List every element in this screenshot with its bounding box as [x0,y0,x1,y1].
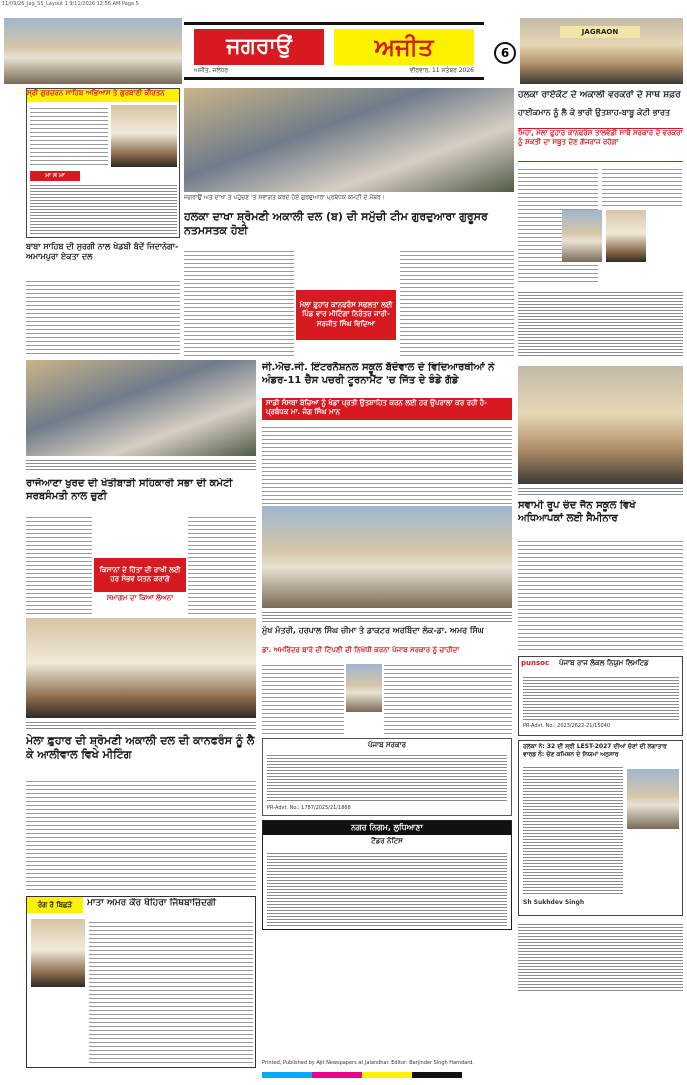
cm-body-2 [384,662,512,736]
masthead-left-word: ਜਗਰਾਉਂ [194,29,324,65]
station-sign: JAGRAON [560,26,640,38]
right-chess-photo [518,366,683,484]
punsoc-title: ਪੰਜਾਬ ਰਾਜ ਲੋਕਲ ਨਿਯੁਮ ਲਿਮਟਿਡ [559,659,649,667]
footer-note: Printed, Published by Ajit Newspapers at Jalandhar. Editor: Barjinder Singh Hamdard. [262,1060,474,1066]
lest-ad-contact: Sh Sukhdev Singh [523,899,585,906]
obit-box [26,896,256,1068]
punsoc-body [523,675,679,721]
notice-headline: ਸ੍ਰੀ ਗੁਰਚਰਨ ਸਾਹਿਬ ਅਭਿਆਸ ਤੇ ਗੁਰਬਾਣੀ ਕੀਰਤਨ [27,89,179,102]
notice-red-label: ਮਾ ਸ ਮਾ [30,171,80,181]
masthead-right-word: ਅਜੀਤ [334,29,474,65]
tender-body [267,851,507,927]
left-article-body [26,278,180,354]
tender-notice [262,820,512,930]
punsoc-ref: PR-Advt. No.: 2023/2622-21/15040 [523,723,611,729]
govt-notice-body [267,753,507,801]
notice-text [30,105,108,167]
coop-red-sub: ਸਮਾਗਮ ਦਾ ਕਿਆਂ ਲੋਅਨਾ [106,594,174,602]
school-body [262,424,512,504]
govt-notice [262,738,512,816]
school-headline: ਜੀ.ਐਚ.ਜੀ. ਇੰਟਰਨੈਸ਼ਨਲ ਸਕੂਲ ਬੱਦੋਵਾਲ ਦੇ ਵਿਦਿਆਰਥੀਆਂ ਨੇ ਅੰਡਰ-11 ਚੈਸ ਪਚਰੀ ਟੂਰਨਾਮੈਂਟ 'ਚ ਜਿੱਤ ਦੇ ਝੰਡੇ ਗੱਡੇ [262,362,495,386]
punsoc-ad [518,656,683,736]
cm-red-subhead: ਡਾ. ਅਮਰਿੰਦਰ ਬਾਰੇ ਦੀ ਟਿੱਪਣੀ ਦੀ ਨਿਖੇਧੀ ਕਰਨਾ ਪੰਜਾਬ ਸਰਕਾਰ ਨੂੰ ਚਾਹੀਦਾ [262,646,460,654]
right-head-2: ਹਾਈਕਮਾਨ ਨੂੰ ਲੈ ਕੇ ਭਾਰੀ ਉਤਸ਼ਾਹ-ਬਾਬੂ ਕੋਟੀ ਭਾਰਤ [518,108,671,117]
mela-headline: ਮੇਲਾ ਫ਼ੁਹਾਰ ਦੀ ਸ਼੍ਰੋਮਣੀ ਅਕਾਲੀ ਦਲ ਦੀ ਕਾਨਫਰੰਸ ਨੂੰ ਲੈ ਕੇ ਆਲੀਵਾਲ ਵਿਖੇ ਮੀਟਿੰਗ [26,734,255,761]
obit-body [89,919,253,1065]
cm-headline: ਮੁੱਖ ਮੰਤਰੀ, ਹਰਪਾਲ ਸਿੰਘ ਚੀਮਾ ਤੇ ਡਾਕਟਰ ਅਰਬਿੰਦਾ ਲੋਕ-ਡਾ. ਅਮਰ ਸਿੰਘ [262,626,484,635]
cm-body-1 [262,662,344,736]
masthead [184,22,484,80]
coop-body-1 [26,514,92,614]
coop-red-box: ਕਿਸਾਨਾਂ ਦੇ ਹਿੱਤਾਂ ਦੀ ਰਾਖੀ ਲਈ ਹਰ ਸੰਭਵ ਯਤਨ ਕਰਾਂਗੇ [94,558,186,592]
center-body-right [400,248,514,356]
masthead-right-photo [520,18,683,84]
right-portrait-2 [606,210,646,262]
color-registration-bar [262,1072,462,1078]
mela-body [26,778,256,890]
coop-headline: ਰਾਜੋਆਣਾ ਖੁਰਦ ਦੀ ਖੇਤੀਬਾੜੀ ਸਹਿਕਾਰੀ ਸਭਾ ਦੀ ਕਮੇਟੀ ਸਰਬਸੰਮਤੀ ਨਾਲ ਚੁਣੀ [26,478,233,502]
obit-portrait [31,919,85,987]
page-number-badge: 6 [494,42,516,64]
lest-ad [518,740,683,916]
print-slug: 11/09/26_Jag_S5_Layout 1 9/11/2026 12:56 AM Page 5 [2,1,139,7]
right-portrait-1 [562,210,602,262]
school-caption [262,610,512,622]
masthead-left-photo [4,18,182,84]
right-red-head: ਮਿਹਾ, ਮੇਲਾ ਫ਼ੁਹਾਰ ਕਾਨਫਰੰਸ ਤਾਲਵੰਡੀ ਸਾਬੋ ਸਰਕਾਰ ਦੇ ਵਰਕਰਾਂ ਨੂੰ ਸ਼ਕਤੀ ਦਾ ਸਬੂਤ ਦੇਣ ਗੱਜਰਾਜ ਰਹੱਗਾ [518,128,683,162]
lest-ad-title: ਹਲਕਾ ਨੰ: 32 ਦੀ ਸ੍ਰੀ LEST-2027 ਦੀਆਂ ਚੋਣਾਂ ਦੀ ਲਗਾਤਾਰ ਵਾਰਡ ਨੰ: ਚੋਣ ਕਮਿਸ਼ਨ ਦੇ ਨਿਯਮਾਂ ਅਨੁਸਾਰ [523,743,667,758]
left-photo-2-caption [26,720,256,730]
obit-headline: ਮਾਤਾ ਅਮਰ ਕੌਰ ਖੈਹਿਰਾ ਜਿੱਥਬਾਜ਼ਿੰਦਗੀ [87,898,216,908]
notice-text-2 [30,183,177,235]
main-headline: ਹਲਕਾ ਦਾਖਾ ਸ਼੍ਰੋਮਣੀ ਅਕਾਲੀ ਦਲ (ਬ) ਦੀ ਸਮੁੱਚੀ ਟੀਮ ਗੁਰਦੁਆਰਾ ਗੁਰੂਸਰ ਨਤਮਸਤਕ ਹੋਈ [184,210,488,237]
masthead-sub-left: ਅਜੀਤ, ਜਲੰਧਰ [194,67,229,74]
tender-title-bar [263,821,511,835]
tender-subtitle: ਟੈਂਡਰ ਨੋਟਿਸ [371,837,403,845]
left-group-caption [26,458,256,470]
school-subhead: ਸਾਡੀ ਸੰਸਥਾ ਬੱਚਿਆਂ ਨੂੰ ਖੇਡਾਂ ਪ੍ਰਤੀ ਉਤਸ਼ਾਹਿਤ ਕਰਨ ਲਈ ਹਰ ਉਪਰਾਲਾ ਕਰ ਰਹੀ ਹੈ-ਪ੍ਰਬੰਧਕ ਮਾ. ਜੰਗ ਸਿੰਘ ਮਾਨ [262,398,512,420]
left-photo-2 [26,618,256,718]
left-group-photo [26,360,256,456]
right-body-3 [518,290,683,358]
govt-notice-title: ਪੰਜਾਬ ਸਰਕਾਰ [367,741,406,749]
left-article-head: ਬਾਬਾ ਸਾਹਿਬ ਦੀ ਸੁਰਗੀ ਨਾਲ ਖੇਡਬੀ ਬੰਦੇਂ ਜਿਦਾਨੇਗਾ-ਅਮਾਮਪੁਰਾ ਏਕਤਾ ਦਲ [26,242,179,261]
right-head-1: ਹਲਕਾ ਰਾਏਕੋਟ ਦੇ ਅਕਾਲੀ ਵਰਕਰਾਂ ਦੇ ਸਾਥ ਸ਼ਫ਼ਰ [518,90,681,100]
notice-photo [111,105,177,167]
swami-body [518,538,683,650]
red-callout: ਮੇਲਾ ਫ਼ੁਹਾਰ ਕਾਨਫਰੰਸ ਸਫਲਤਾ ਲਈ ਪਿੰਡ ਵਾਰ ਮੀਟਿੰਗਾਂ ਨਿਰੰਤਰ ਜਾਰੀ-ਸਰਜੀਤ ਸਿੰਘ ਵਿਦਿਆ [296,290,396,340]
center-body-left [184,248,294,356]
pr-advt-mid: PR-Advt. No.: 1787/2025/21/1868 [267,805,351,811]
left-notice-box [26,88,180,238]
tender-title: ਨਗਰ ਨਿਗਮ, ਲੁਧਿਆਣਾ [351,823,423,832]
top-photo-caption: ਜਗਰਾਉਂ ਅਤੇ ਦਾਖਾ ਤੇ ਪਹੁੰਚਣ 'ਤੇ ਸਵਾਗਤ ਕਰਦੇ ਹੋਏ ਗੁਰਦੁਆਰਾ ਪ੍ਰਬੰਧਕ ਕਮੇਟੀ ਦੇ ਮੈਂਬਰ। [184,194,385,201]
lest-ad-photo [627,769,679,829]
coop-body-2 [188,514,256,614]
obit-tag: ਰੰਗ ਰੋ ਬਿਛੜੇ [27,897,83,913]
right-footer-text [518,922,683,992]
masthead-date: ਵੀਰਵਾਰ, 11 ਸਤੰਬਰ 2026 [409,67,474,74]
right-body-2 [602,166,682,206]
swami-headline: ਸਵਾਮੀ ਰੂਪ ਚੰਦ ਜੈਨ ਸਕੂਲ ਵਿਖੇ ਅਧਿਆਪਕਾਂ ਲਈ ਸੈਮੀਨਾਰ [518,500,636,524]
top-center-photo [184,88,514,192]
punsoc-logo: punsoc [521,659,550,667]
lest-ad-body [523,765,623,895]
right-chess-caption [518,486,683,496]
school-photo [262,506,512,608]
cm-portrait [346,664,382,712]
